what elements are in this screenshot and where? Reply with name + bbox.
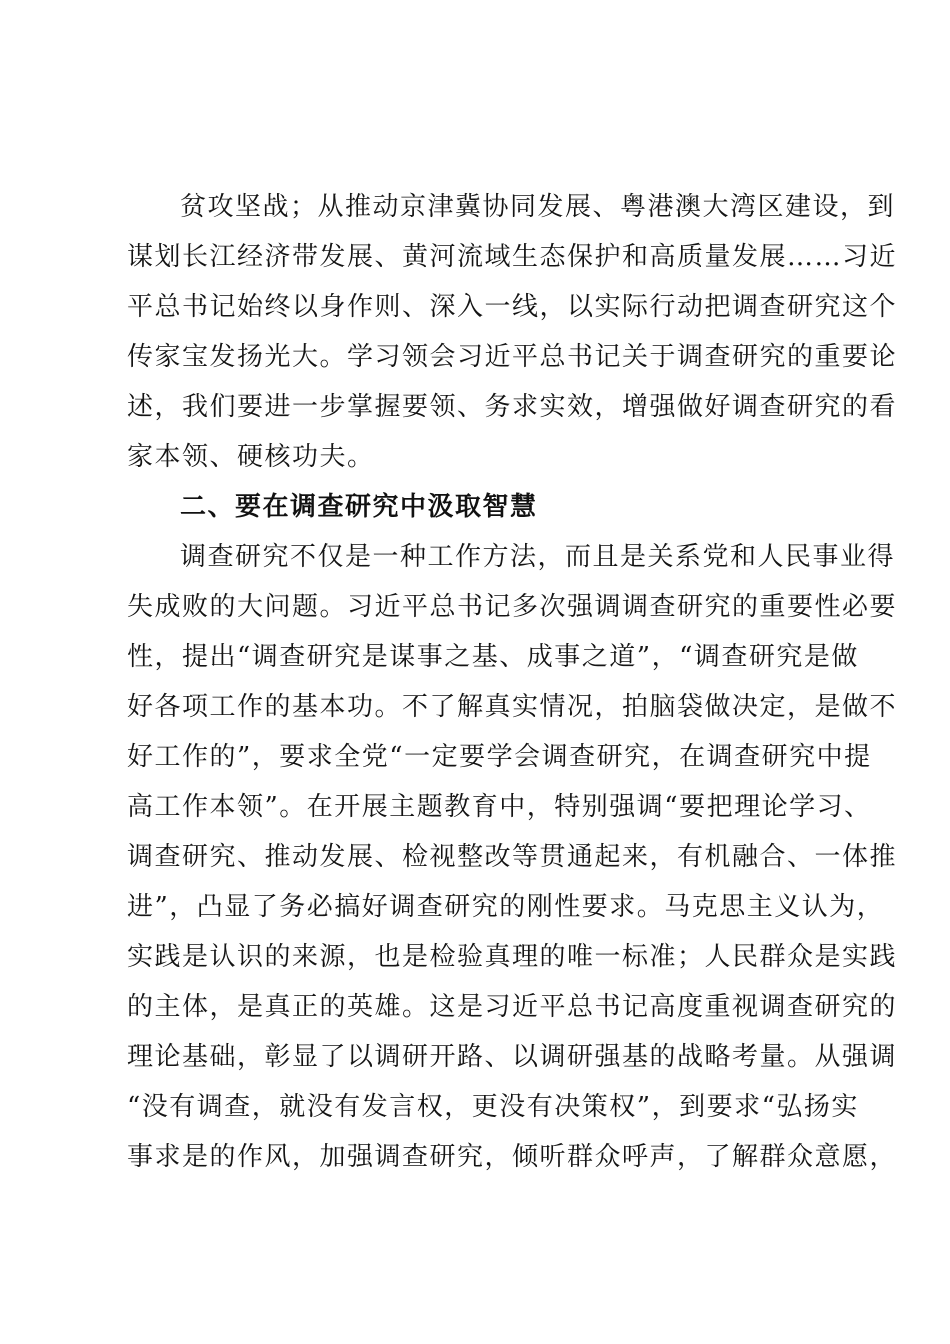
paragraph-2-line-9: 实践是认识的来源，也是检验真理的唯一标准；人民群众是实践: [127, 942, 898, 972]
paragraph-1-line-4: 传家宝发扬光大。学习领会习近平总书记关于调查研究的重要论: [127, 342, 898, 372]
paragraph-2-line-6: 高工作本领”。在开展主题教育中，特别强调“要把理论学习、: [127, 792, 872, 822]
paragraph-1-line-2: 谋划长江经济带发展、黄河流域生态保护和高质量发展……习近: [127, 242, 898, 272]
paragraph-1-line-6: 家本领、硬核功夫。: [127, 442, 375, 472]
paragraph-2-line-11: 理论基础，彰显了以调研开路、以调研强基的战略考量。从强调: [127, 1042, 898, 1072]
paragraph-2-line-1: 调查研究不仅是一种工作方法，而且是关系党和人民事业得: [180, 542, 896, 572]
paragraph-2-line-4: 好各项工作的基本功。不了解真实情况，拍脑袋做决定，是做不: [127, 692, 898, 722]
section-heading: 二、要在调查研究中汲取智慧: [180, 492, 538, 522]
paragraph-2-line-7: 调查研究、推动发展、检视整改等贯通起来，有机融合、一体推: [127, 842, 898, 872]
paragraph-2-line-10: 的主体，是真正的英雄。这是习近平总书记高度重视调查研究的: [127, 992, 898, 1022]
paragraph-2-line-2: 失成败的大问题。习近平总书记多次强调调查研究的重要性必要: [127, 592, 898, 622]
paragraph-2-line-13: 事求是的作风，加强调查研究，倾听群众呼声，了解群众意愿，: [127, 1142, 898, 1172]
paragraph-1-line-1: 贫攻坚战；从推动京津冀协同发展、粤港澳大湾区建设，到: [180, 192, 896, 222]
paragraph-2-line-8: 进”，凸显了务必搞好调查研究的刚性要求。马克思主义认为，: [127, 892, 885, 922]
paragraph-2-line-12: “没有调查，就没有发言权，更没有决策权”，到要求“弘扬实: [127, 1092, 859, 1122]
paragraph-2-line-5: 好工作的”，要求全党“一定要学会调查研究，在调查研究中提: [127, 742, 872, 772]
paragraph-1-line-5: 述，我们要进一步掌握要领、务求实效，增强做好调查研究的看: [127, 392, 898, 422]
paragraph-2-line-3: 性，提出“调查研究是谋事之基、成事之道”，“调查研究是做: [127, 642, 859, 672]
paragraph-1-line-3: 平总书记始终以身作则、深入一线，以实际行动把调查研究这个: [127, 292, 898, 322]
